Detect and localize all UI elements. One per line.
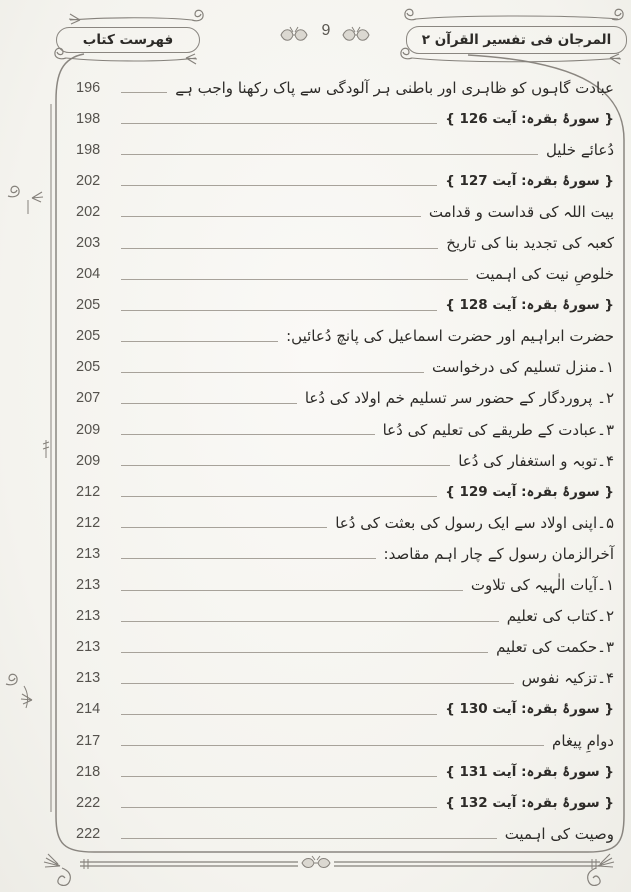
toc-entry-page[interactable]: 204 <box>76 266 101 283</box>
toc-entry-title[interactable]: ۲۔ پروردگار کے حضور سر تسلیم خم اولاد کی دُعا <box>304 389 614 408</box>
toc-entry-page[interactable]: 213 <box>76 577 101 594</box>
leader-line <box>121 123 437 124</box>
toc-entry-page[interactable]: 205 <box>76 359 101 376</box>
toc-entry-title[interactable]: حضرت ابراہیم اور حضرت اسماعیل کی پانچ دُعائیں: <box>286 327 614 346</box>
toc-entry-title[interactable]: { سورۂ بقرہ: آیت 131 } <box>445 763 614 780</box>
toc-entry-title[interactable]: ۳۔حکمت کی تعلیم <box>496 638 614 657</box>
toc-row <box>76 352 614 383</box>
leader-line <box>121 185 437 186</box>
page-number: 9 <box>321 22 331 39</box>
toc-entry-title[interactable]: ۵۔اپنی اولاد سے ایک رسول کی بعثت کی دُعا <box>335 513 614 532</box>
toc-entry-page[interactable]: 209 <box>76 452 101 469</box>
toc-entry-page[interactable]: 198 <box>76 141 101 158</box>
toc-row <box>76 445 614 476</box>
book-title-box <box>406 26 627 54</box>
toc-entry-title[interactable]: ۱۔منزل تسلیم کی درخواست <box>432 358 614 377</box>
contents-title-box <box>56 27 200 53</box>
toc-row <box>76 756 614 787</box>
leader-line <box>121 714 437 715</box>
toc-entry-page[interactable]: 212 <box>76 483 101 500</box>
toc-entry-title[interactable]: ۴۔تزکیہ نفوس <box>521 669 614 688</box>
toc-entry-title[interactable]: کعبہ کی تجدید بنا کی تاریخ <box>446 234 614 253</box>
leader-line <box>121 434 375 435</box>
leader-line <box>121 310 437 311</box>
toc-entry-page[interactable]: 205 <box>76 328 101 345</box>
book-title: المرجان فی تفسیر القرآن ۲ <box>421 32 612 48</box>
toc-entry-page[interactable]: 218 <box>76 763 101 780</box>
toc-entry-title[interactable]: دوامِ پیغام <box>552 731 614 750</box>
toc-entry-page[interactable]: 205 <box>76 297 101 314</box>
toc-entry-title[interactable]: { سورۂ بقرہ: آیت 130 } <box>445 701 614 718</box>
bow-icon <box>302 856 330 868</box>
leader-line <box>121 216 421 217</box>
toc-row <box>76 538 614 569</box>
toc-entry-title[interactable]: { سورۂ بقرہ: آیت 129 } <box>445 483 614 500</box>
toc-row <box>76 632 614 663</box>
toc-row <box>76 165 614 196</box>
toc-entry-title[interactable]: وصیت کی اہمیت <box>504 824 614 843</box>
toc-row <box>76 818 614 849</box>
toc-entry-page[interactable]: 198 <box>76 110 101 127</box>
toc-row <box>76 601 614 632</box>
toc-entry-page[interactable]: 202 <box>76 203 101 220</box>
leaf-curl-icon <box>8 186 43 214</box>
toc-row <box>76 694 614 725</box>
toc-entry-title[interactable]: خلوصِ نیت کی اہمیت <box>475 265 614 284</box>
toc-entry-page[interactable]: 196 <box>76 79 101 96</box>
toc-row <box>76 663 614 694</box>
toc-list <box>76 72 614 849</box>
leader-line <box>121 558 376 559</box>
leader-line <box>121 248 438 249</box>
toc-row <box>76 476 614 507</box>
toc-entry-page[interactable]: 209 <box>76 421 101 438</box>
leader-line <box>121 403 297 404</box>
toc-row <box>76 103 614 134</box>
toc-row <box>76 383 614 414</box>
toc-entry-page[interactable]: 222 <box>76 794 101 811</box>
leader-line <box>121 683 514 684</box>
leader-line <box>121 652 488 653</box>
toc-entry-title[interactable]: { سورۂ بقرہ: آیت 128 } <box>445 297 614 314</box>
toc-entry-title[interactable]: ۲۔کتاب کی تعلیم <box>506 607 614 626</box>
toc-entry-page[interactable]: 207 <box>76 390 101 407</box>
toc-entry-title[interactable]: { سورۂ بقرہ: آیت 132 } <box>445 794 614 811</box>
leader-line <box>121 527 327 528</box>
toc-entry-page[interactable]: 213 <box>76 639 101 656</box>
toc-row <box>76 227 614 258</box>
toc-entry-page[interactable]: 217 <box>76 732 101 749</box>
leader-line <box>121 496 437 497</box>
toc-row <box>76 259 614 290</box>
toc-entry-title[interactable]: ۱۔آیات الٰہیہ کی تلاوت <box>470 576 614 595</box>
toc-row <box>76 570 614 601</box>
bow-ornament-icon <box>342 26 370 44</box>
leaf-curl-icon <box>6 674 32 708</box>
toc-entry-title[interactable]: { سورۂ بقرہ: آیت 127 } <box>445 172 614 189</box>
leader-line <box>121 745 544 746</box>
toc-row <box>76 72 614 103</box>
leaf-curl-icon <box>43 440 49 458</box>
toc-row <box>76 507 614 538</box>
toc-entry-title[interactable]: دُعائے خلیل <box>545 140 614 159</box>
toc-entry-page[interactable]: 213 <box>76 670 101 687</box>
toc-entry-page[interactable]: 202 <box>76 172 101 189</box>
contents-title: فهرست كتاب <box>82 32 174 48</box>
toc-row <box>76 787 614 818</box>
toc-entry-page[interactable]: 214 <box>76 701 101 718</box>
toc-entry-title[interactable]: عبادت گاہوں کو ظاہری اور باطنی ہر آلودگی سے پاک رکھنا واجب ہے <box>175 78 614 97</box>
leader-line <box>121 341 278 342</box>
leader-line <box>121 621 499 622</box>
leader-line <box>121 807 437 808</box>
leader-line <box>121 838 497 839</box>
flourish-curl-icon <box>44 854 70 885</box>
toc-entry-page[interactable]: 212 <box>76 514 101 531</box>
toc-entry-page[interactable]: 213 <box>76 608 101 625</box>
toc-row <box>76 134 614 165</box>
toc-entry-title[interactable]: ۴۔توبہ و استغفار کی دُعا <box>458 451 614 470</box>
leader-line <box>121 92 167 93</box>
leader-line <box>121 154 538 155</box>
toc-row <box>76 290 614 321</box>
toc-entry-page[interactable]: 222 <box>76 825 101 842</box>
toc-entry-title[interactable]: بیت اللہ کی قداست و قدامت <box>428 202 614 221</box>
toc-entry-title[interactable]: ۳۔عبادت کے طریقے کی تعلیم کی دُعا <box>382 420 614 439</box>
toc-entry-title[interactable]: { سورۂ بقرہ: آیت 126 } <box>445 110 614 127</box>
toc-row <box>76 414 614 445</box>
toc-entry-page[interactable]: 213 <box>76 545 101 562</box>
leader-line <box>121 776 437 777</box>
flourish-curl-icon <box>588 854 614 885</box>
bow-ornament-icon <box>280 26 308 44</box>
leader-line <box>121 279 468 280</box>
leader-line <box>121 372 424 373</box>
toc-row <box>76 321 614 352</box>
toc-row <box>76 725 614 756</box>
leader-line <box>121 465 450 466</box>
toc-entry-page[interactable]: 203 <box>76 235 101 252</box>
leader-line <box>121 590 463 591</box>
toc-entry-title[interactable]: آخرالزمان رسول کے چار اہم مقاصد: <box>383 544 614 563</box>
toc-row <box>76 196 614 227</box>
